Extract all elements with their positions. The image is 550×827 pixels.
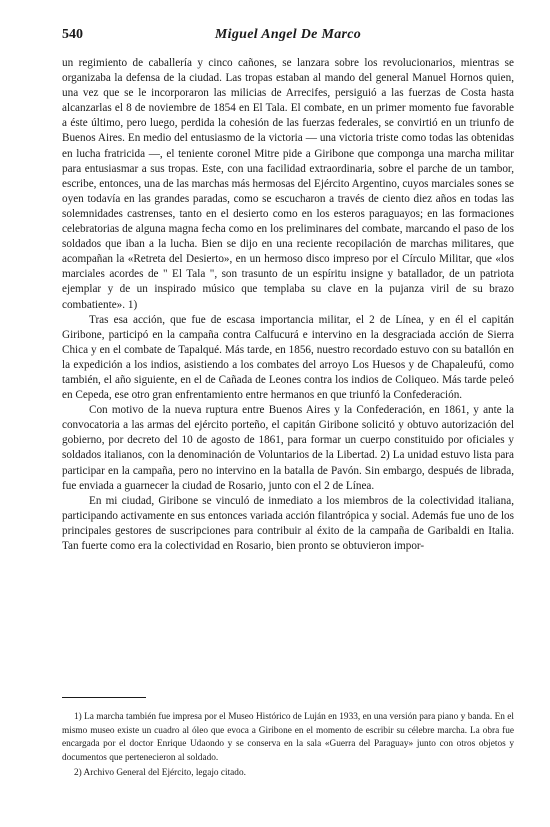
footnotes	[62, 711, 514, 781]
footnote-divider	[62, 697, 146, 698]
footnote: 2) Archivo General del Ejército, legajo citado.	[74, 768, 246, 779]
body-text	[62, 56, 514, 554]
running-title: Miguel Angel De Marco	[214, 27, 362, 42]
page-header	[62, 27, 514, 45]
paragraph: En mi ciudad, Giribone se vinculó de inmediato a los miembros de la colectividad italiana, participando activamente en sus entonces variada acción filantrópica y social. Además fue uno de los principales gestores de suscripciones para contribuir al éxito de la campaña de Garibaldi en Italia. Tan fuerte como era la colectividad en Rosario, bien pronto se obtuvieron impor-	[62, 494, 514, 552]
page-number: 540	[62, 27, 83, 42]
paragraph: Tras esa acción, que fue de escasa importancia militar, el 2 de Línea, y en él el capitán Giribone, participó en la campaña contra Calfucurá e intervino en la desgraciada acción de Sierra Chica y en el combate de Tapalqué. Más tarde, en 1856, nuestro recordado estuvo con su batallón en la expedición a los indios, asistiendo a los combates del arroyo Los Huesos y de Chapaleufú, como también, el año siguiente, en el de Cañada de Leones contra los indios de Coliqueo. Más tarde peleó en Cepeda, ese otro gran enfrentamiento entre hermanos en que triunfó la Confederación.	[62, 313, 514, 402]
paragraph: Con motivo de la nueva ruptura entre Buenos Aires y la Confederación, en 1861, y ante la convocatoria a las armas del ejército porteño, el capitán Giribone solicitó y obtuvo autorización del gobierno, por decreto del 10 de agosto de 1861, para formar un cuerpo constituido por oficiales y soldados italianos, con la denominación de Voluntarios de la Libertad. 2) La unidad estuvo lista para participar en la campaña, pero no intervino en la batalla de Pavón. Sin embargo, después de librada, fue enviada a guarnecer la ciudad de Rosario, junto con el 2 de Línea.	[62, 404, 514, 492]
footnote: 1) La marcha también fue impresa por el Museo Histórico de Luján en 1933, en una versión para piano y banda. En el mismo museo existe un cuadro al óleo que evoca a Giribone en el momento de escribir su célebre marcha. La obra fue encargada por el doctor Enrique Udaondo y se conserva en la sala «Guerra del Paraguay» junto con otros objetos y documentos que pertenecieron al soldado.	[62, 712, 514, 763]
paragraph: un regimiento de caballería y cinco cañones, se lanzara sobre los revolucionarios, mientras se organizaba la defensa de la ciudad. Las tropas estaban al mando del general Manuel Hornos quien, una vez que se le incorporaron las milicias de Arrecifes, persiguió a las fuerzas de Costa hasta alcanzarlas el 8 de noviembre de 1854 en El Tala. El combate, en un primer momento fue favorable a éste último, pero luego, perdida la cohesión de las fuerzas federales, se convirtió en un triunfo de Buenos Aires. En medio del entusiasmo de la victoria — una victoria triste como todas las obtenidas en lucha fratricida —, el teniente coronel Mitre pide a Giribone que componga una marcha militar para entusiasmar a sus tropas. Este, con una facilidad extraordinaria, sobre el parche de un tambor, escribe, entonces, una de las marchas más hermosas del Ejército Argentino, cuyos marciales sones se oyen todavía en las grandes paradas, como se escucharon a través de ciento diez años en todas las solemnidades castrenses, tanto en el desierto como en los esteros paraguayos; en las formaciones celebratorias de alguna magna fecha como en los preliminares del combate, marcando el paso de los soldados que iban a la lucha. Bien se dijo en una reciente recopilación de marchas militares, que acompañan la «Retreta del Desierto», en un hermoso disco impreso por el Círculo Militar, que «los marciales acordes de " El Tala ", son trasunto de un espíritu insigne y batallador, de un patriota ejemplar y de un inspirado músico que templaba su clave en la pujanza viril de su brazo combatiente». 1)	[62, 57, 514, 311]
